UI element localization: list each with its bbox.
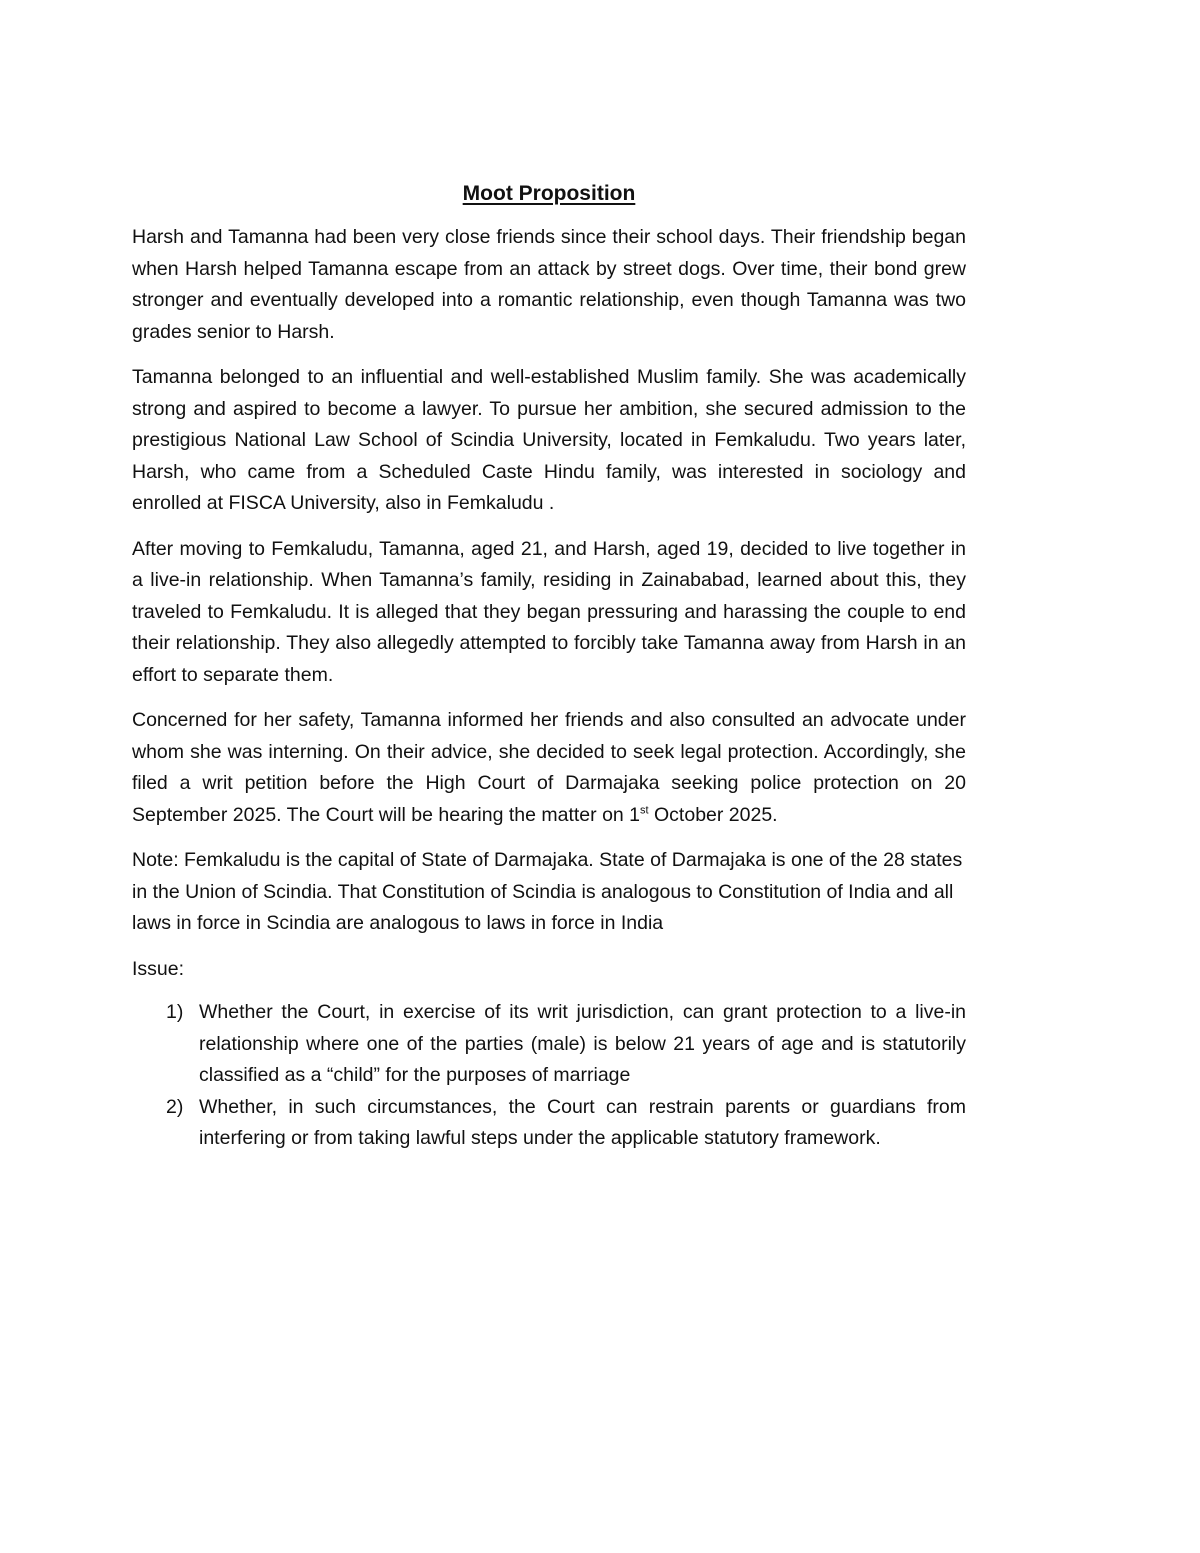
issue-number: 2): [166, 1095, 184, 1118]
paragraph-4: [132, 705, 966, 831]
issues-heading: Issue:: [132, 957, 185, 980]
document-title: Moot Proposition: [462, 182, 636, 205]
paragraph-3: After moving to Femkaludu, Tamanna, aged 21, and Harsh, aged 19, decided to live together in a live-in relationship. When Tamanna’s family, residing in Zainababad, learned about this, they traveled to Femkaludu. It is alleged that they began pressuring and harassing the couple to end their relationship. They also allegedly attempted to forcibly take Tamanna away from Harsh in an effort to separate them.: [132, 537, 966, 686]
paragraph-4-text-after: October 2025.: [648, 803, 778, 826]
issue-number: 1): [166, 1001, 184, 1023]
document-page: [132, 176, 966, 1155]
paragraph-4-text-before: Concerned for her safety, Tamanna informed her friends and also consulted an advocate under whom she was interning. On their advice, she decided to seek legal protection. Accordingly, she filed a writ petition before the High Court of Darmajaka seeking police protection on 20 September 2025. The Court will be hearing the matter on 1: [132, 709, 966, 826]
note-paragraph: Note: Femkaludu is the capital of State of Darmajaka. State of Darmajaka is one of the 28 states in the Union of Scindia. That Constitution of Scindia is analogous to Constitution of India and all laws in force in Scindia are analogous to laws in force in India: [132, 849, 963, 934]
paragraph-1: Harsh and Tamanna had been very close friends since their school days. Their friendship began when Harsh helped Tamanna escape from an attack by street dogs. Over time, their bond grew stronger and eventually developed into a romantic relationship, even though Tamanna was two grades senior to Harsh.: [132, 226, 966, 343]
issue-text: Whether the Court, in exercise of its writ jurisdiction, can grant protection to a live-in relationship where one of the parties (male) is below 21 years of age and is statutorily classified as a “child” for the purposes of marriage: [199, 1001, 966, 1086]
ordinal-superscript: st: [640, 804, 649, 816]
issue-item: [132, 1092, 966, 1155]
paragraph-2: Tamanna belonged to an influential and well-established Muslim family. She was academically strong and aspired to become a lawyer. To pursue her ambition, she secured admission to the prestigious National Law School of Scindia University, located in Femkaludu. Two years later, Harsh, who came from a Scheduled Caste Hindu family, was interested in sociology and enrolled at FISCA University, also in Femkaludu .: [132, 366, 966, 514]
issue-text: Whether, in such circumstances, the Court can restrain parents or guardians from interfering or from taking lawful steps under the applicable statutory framework.: [199, 1095, 966, 1149]
issues-list: [132, 997, 966, 1155]
issue-item: [132, 997, 966, 1092]
